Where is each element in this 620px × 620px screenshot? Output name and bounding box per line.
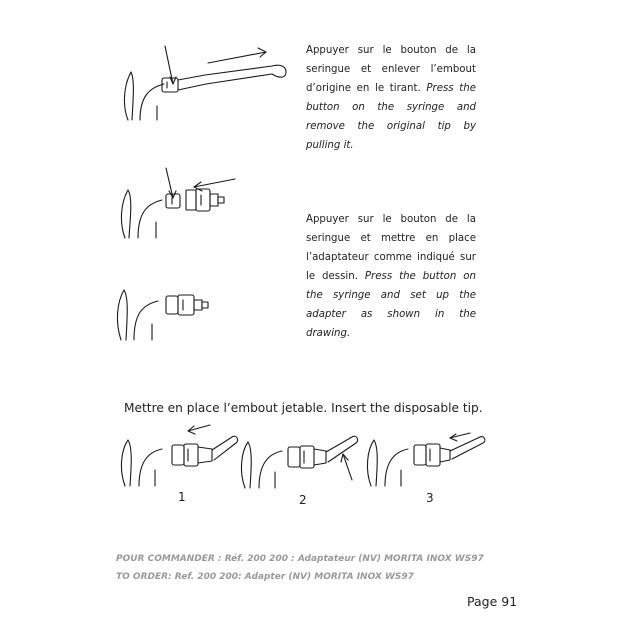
step2-text (306, 210, 476, 343)
step1-fr: Appuyer sur le bouton de la seringue et enlever l’embout d’origine en le tirant. (306, 45, 476, 94)
drawing-tip-step-1 (121, 425, 237, 486)
step3-heading: Mettre en place l’embout jetable. Insert the disposable tip. (124, 401, 483, 415)
drawing-insert-adapter (121, 168, 235, 238)
step-number-3: 3 (426, 491, 434, 505)
drawing-adapter-installed (117, 290, 208, 340)
order-fr: POUR COMMANDER : Réf. 200 200 : Adaptateur (NV) MORITA INOX WS97 (116, 554, 484, 564)
step-number-1: 1 (178, 490, 186, 504)
step1-en: Press the button on the syringe and remove the original tip by pulling it. (306, 83, 476, 151)
drawing-tip-step-3 (367, 433, 484, 486)
step-number-2: 2 (299, 493, 307, 507)
drawing-tip-step-2 (241, 436, 357, 488)
step1-text (306, 41, 476, 155)
step2-en: Press the button on the syringe and set up the adapter as shown in the drawing. (306, 271, 476, 339)
order-en: TO ORDER: Ref. 200 200: Adapter (NV) MORITA INOX WS97 (116, 572, 414, 582)
order-info (116, 550, 484, 586)
step2-fr: Appuyer sur le bouton de la seringue et mettre en place l’adaptateur comme indiqué sur le dessin. (306, 214, 476, 282)
drawing-remove-tip (124, 46, 286, 120)
page-number: Page 91 (467, 594, 518, 609)
